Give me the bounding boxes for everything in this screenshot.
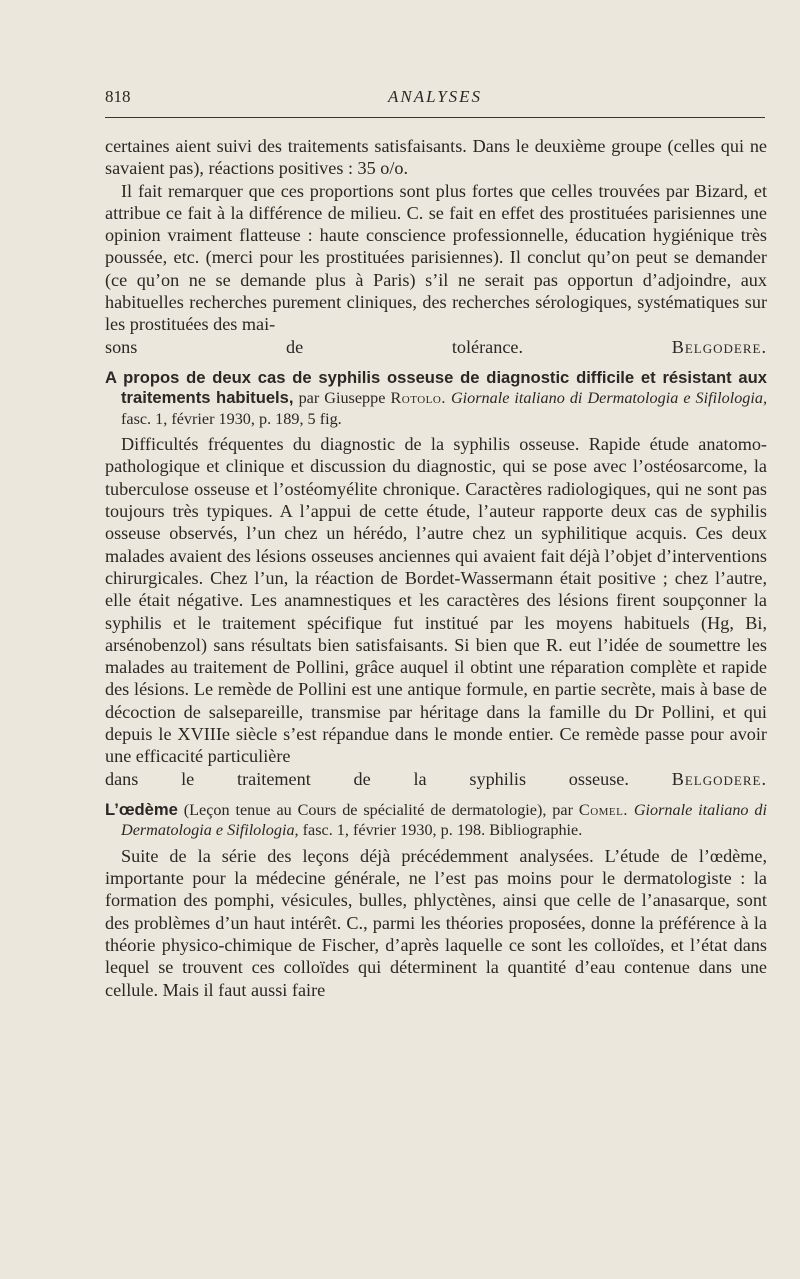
last-line-text: sons de tolérance.	[105, 336, 524, 357]
article-subtitle: (Leçon tenue au Cours de spécialité de dermatologie), par	[183, 800, 573, 819]
article-heading-rotolo	[105, 368, 767, 429]
reviewer-signature: Belgodere.	[671, 768, 767, 789]
article-author: Comel.	[578, 800, 628, 819]
article-by: par Giuseppe	[298, 389, 386, 408]
page-body	[105, 135, 767, 1001]
running-title: ANALYSES	[387, 87, 483, 106]
article-title: A propos de deux cas de syphilis osseuse de diagnostic difficile et résistant aux traitements habituels,	[105, 367, 767, 408]
article-journal: Giornale italiano di Dermatologia e Sifilologia,	[121, 800, 768, 840]
article-title: L’œdème	[105, 799, 178, 819]
header-rule	[105, 117, 765, 118]
reviewer-signature: Belgodere.	[671, 336, 767, 357]
paragraph-conclusion: Il fait remarquer que ces proportions sont plus fortes que celles trouvées par Bizard, et attribue ce fait à la différence de milieu. C. se fait en effet des prostituées parisiennes une opinion vraiment flatteuse : haute conscience professionnelle, éducation hygiénique très poussée, etc. (merci pour les prostituées parisiennes). Il conclut qu’on peut se demander (ce qu’on ne se demande plus à Paris) s’il ne serait pas opportun d’adjoindre, aux habituelles recherches purement cliniques, des recherches sérologiques, systématiques sur les prostituées des mai-	[105, 180, 767, 335]
page-header	[105, 87, 765, 115]
article-journal: Giornale italiano di Dermatologia e Sifilologia,	[450, 389, 768, 408]
article-author: Rotolo.	[390, 389, 446, 408]
article-abstract: Difficultés fréquentes du diagnostic de la syphilis osseuse. Rapide étude anatomo-pathologique et clinique et discussion du diagnostic, qui se pose avec l’ostéosarcome, la tuberculose osseuse et l’ostéomyélite chronique. Caractères radiologiques, qui ne sont pas toujours très typiques. A l’appui de cette étude, l’auteur rapporte deux cas de syphilis osseuse observés, l’un chez un hérédo, l’autre chez un syphilitique acquis. Ces deux malades avaient des lésions osseuses anciennes qui avaient fait déjà l’objet d’interventions chirurgicales. Chez l’un, la réaction de Bordet-Wassermann était positive ; chez l’autre, elle était négative. Les anamnestiques et les caractères des lésions firent soupçonner la syphilis et le traitement spécifique fut institué par les moyens habituels (Hg, Bi, arsénobenzol) sans résultats bien satisfaisants. Si bien que R. eut l’idée de soumettre les malades au traitement de Pollini, grâce auquel il obtint une réparation complète et rapide des lésions. Le remède de Pollini est une antique formule, en partie secrète, mais à base de décoction de salsepareille, transmise par héritage dans la famille du Dr Pollini, et qui depuis le XVIIIe siècle s’est répandue dans le monde entier. Ce remède passe pour avoir une efficacité particulière	[105, 434, 767, 767]
article-reference: fasc. 1, février 1930, p. 198. Bibliographie.	[302, 821, 583, 840]
page-number: 818	[105, 87, 131, 106]
article-abstract-last-line	[105, 768, 767, 790]
paragraph-conclusion-last-line	[105, 336, 767, 358]
paragraph-continued: certaines aient suivi des traitements satisfaisants. Dans le deuxième groupe (celles qui ne savaient pas), réactions positives : 35 o/o.	[105, 136, 767, 179]
last-line-text: dans le traitement de la syphilis osseuse.	[105, 768, 629, 789]
article-abstract: Suite de la série des leçons déjà précédemment analysées. L’étude de l’œdème, importante pour la médecine générale, ne l’est pas moins pour le dermatologiste : la formation des pomphi, vésicules, bulles, phlyctènes, ainsi que celle de l’anasarque, sont des problèmes d’un haut intérêt. C., parmi les théories proposées, donne la préférence à la théorie physico-chimique de Fischer, d’après laquelle ce sont les colloïdes, et l’état dans lequel se trouvent ces colloïdes qui déterminent la quantité d’eau contenue dans une cellule. Mais il faut aussi faire	[105, 845, 767, 1000]
article-heading-comel	[105, 800, 767, 841]
article-reference: fasc. 1, février 1930, p. 189, 5 fig.	[121, 409, 342, 428]
